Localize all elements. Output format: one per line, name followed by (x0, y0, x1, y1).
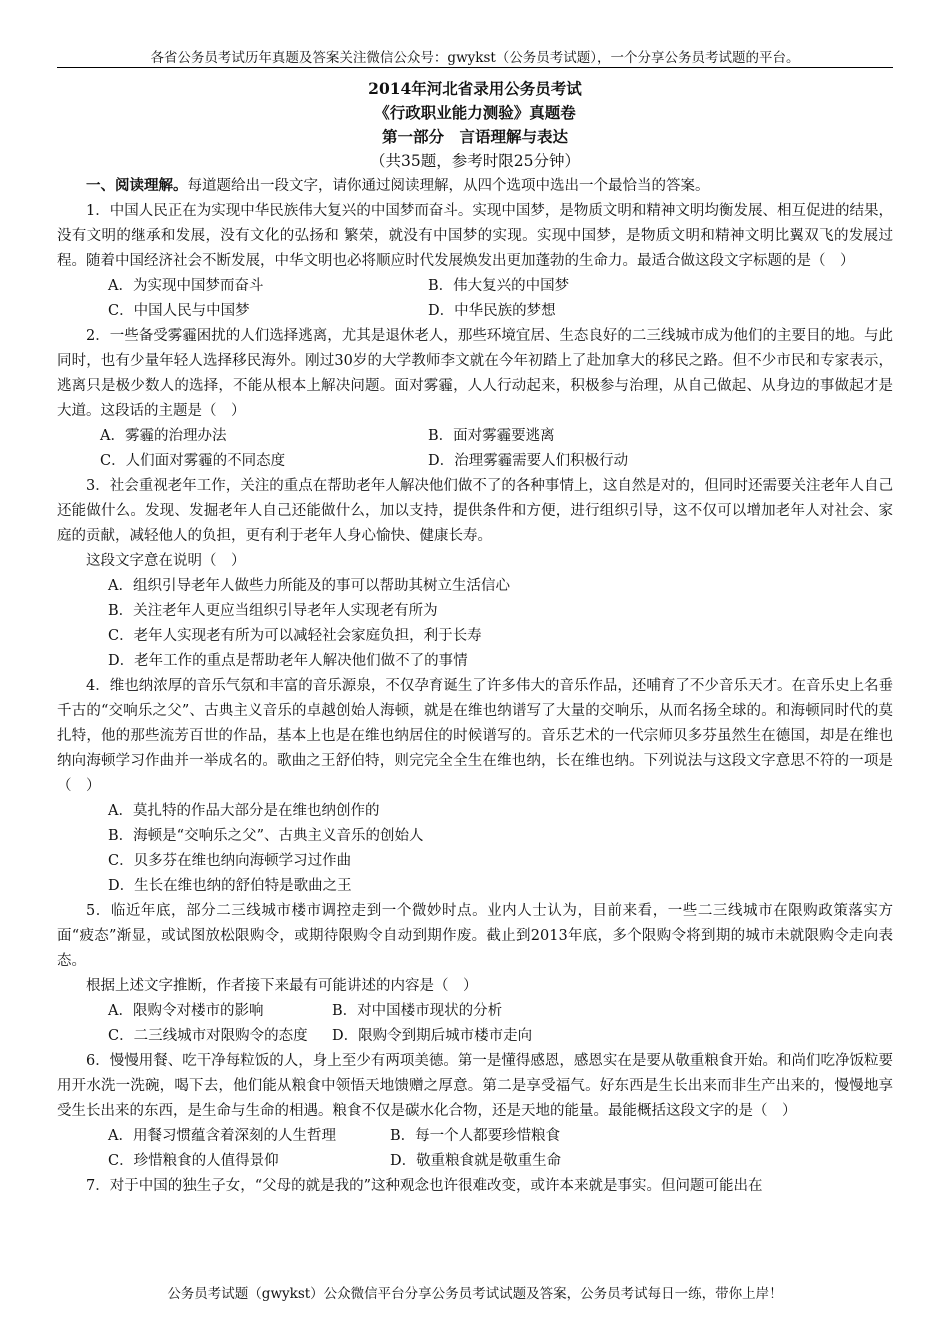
question-3-prompt: 这段文字意在说明（ ） (86, 553, 246, 569)
option-a: A．为实现中国梦而奋斗 (108, 278, 264, 294)
option-b: B．海顿是“交响乐之父”、古典主义音乐的创始人 (108, 828, 424, 844)
option-b: B．对中国楼市现状的分析 (332, 1003, 503, 1019)
option-b: B．关注老年人更应当组织引导老年人实现老有所为 (108, 603, 438, 619)
option-a: A．限购令对楼市的影响 (108, 1003, 264, 1019)
option-a: A．莫扎特的作品大部分是在维也纳创作的 (108, 803, 380, 819)
question-2-options-row2 (57, 449, 893, 474)
exam-title: 2014年河北省录用公务员考试 (368, 79, 582, 98)
question-1-text: 1．中国人民正在为实现中华民族伟大复兴的中国梦而奋斗。实现中国梦，是物质文明和精神文明均衡发展、相互促进的结果，没有文明的继承和发展，没有文化的弘扬和 繁荣，就没有中国梦的实现。实现中国梦，是物质文明和精神文明比翼双飞的发展过程。随着中国经济社会不断发展，中华文明也必将顺应时代发展焕发出更加蓬勃的生命力。最适合做这段文字标题的是（ ） (57, 203, 893, 269)
option-d: D．治理雾霾需要人们积极行动 (428, 453, 629, 469)
option-a: A．组织引导老年人做些力所能及的事可以帮助其树立生活信心 (108, 578, 510, 594)
question-4-text: 4．维也纳浓厚的音乐气氛和丰富的音乐源泉，不仅孕育诞生了许多伟大的音乐作品，还哺育了不少音乐天才。在音乐史上名垂千古的“交响乐之父”、古典主义音乐的卓越创始人海顿，就是在维也纳谱写了大量的交响乐，从而名扬全球的。和海顿同时代的莫扎特，他的那些流芳百世的作品，基本上也是在维也纳居住的时候谱写的。音乐艺术的一代宗师贝多芬虽然生在德国，却是在维也纳向海顿学习作曲并一举成名的。歌曲之王舒伯特，则完完全全生在维也纳，长在维也纳。下列说法与这段文字意思不符的一项是（ ） (57, 678, 893, 794)
option-c: C．中国人民与中国梦 (108, 303, 250, 319)
option-d: D．中华民族的梦想 (428, 303, 556, 319)
option-c: C．贝多芬在维也纳向海顿学习过作曲 (108, 853, 352, 869)
option-c: C．老年人实现老有所为可以减轻社会家庭负担，利于长寿 (108, 628, 482, 644)
option-c: C．二三线城市对限购令的态度 (108, 1028, 308, 1044)
section-instruction: 每道题给出一段文字，请你通过阅读理解，从四个选项中选出一个最恰当的答案。 (187, 178, 710, 194)
question-2-text: 2．一些备受雾霾困扰的人们选择逃离，尤其是退休老人，那些环境宜居、生态良好的二三线城市成为他们的主要目的地。与此同时，也有少量年轻人选择移民海外。刚过30岁的大学教师李文就在今年初踏上了赴加拿大的移民之路。但不少市民和专家表示，逃离只是极少数人的选择，不能从根本上解决问题。面对雾霾，人人行动起来，积极参与治理，从自己做起、从身边的事做起才是大道。这段话的主题是（ ） (57, 328, 893, 419)
question-5-options-row1 (57, 999, 893, 1024)
option-b: B．面对雾霾要逃离 (428, 428, 555, 444)
question-5-options-row2 (57, 1024, 893, 1049)
question-6-options-row2 (57, 1149, 893, 1174)
option-d: D．老年工作的重点是帮助老年人解决他们做不了的事情 (108, 653, 468, 669)
question-5-text: 5．临近年底，部分二三线城市楼市调控走到一个微妙时点。业内人士认为，目前来看，一些二三线城市在限购政策落实方面“疲态”渐显，或试图放松限购令，或期待限购令自动到期作废。截止到2013年底，多个限购令将到期的城市未就限购令走向表态。 (57, 903, 893, 969)
option-d: D．生长在维也纳的舒伯特是歌曲之王 (108, 878, 352, 894)
option-c: C．珍惜粮食的人值得景仰 (108, 1153, 279, 1169)
question-1-options-row2 (57, 299, 893, 324)
option-d: D．敬重粮食就是敬重生命 (390, 1153, 562, 1169)
page-footer: 公务员考试题（gwykst）公众微信平台分享公务员考试试题及答案，公务员考试每日一练，带你上岸！ (167, 1286, 783, 1302)
question-6-options-row1 (57, 1124, 893, 1149)
question-content (57, 173, 893, 1199)
question-1-options-row1 (57, 274, 893, 299)
option-b: B．伟大复兴的中国梦 (428, 278, 570, 294)
section-heading: 一、阅读理解。 (86, 177, 188, 194)
page-header: 各省公务员考试历年真题及答案关注微信公众号：gwykst（公务员考试题），一个分享公务员考试题的平台。 (150, 50, 800, 66)
option-d: D．限购令到期后城市楼市走向 (332, 1028, 533, 1044)
question-7-text: 7．对于中国的独生子女，“父母的就是我的”这种观念也许很难改变，或许本来就是事实。但问题可能出在 (86, 1178, 763, 1194)
question-6-text: 6．慢慢用餐、吃干净每粒饭的人，身上至少有两项美德。第一是懂得感恩，感恩实在是要从敬重粮食开始。和尚们吃净饭粒要用开水洗一洗碗，喝下去，他们能从粮食中领悟天地馈赠之厚意。第二是享受福气。好东西是生长出来而非生产出来的，慢慢地享受生长出来的东西，是生命与生命的相遇。粮食不仅是碳水化合物，还是天地的能量。最能概括这段文字的是（ ） (57, 1053, 893, 1119)
part-title: 第一部分 言语理解与表达 (381, 127, 568, 146)
option-c: C．人们面对雾霾的不同态度 (100, 453, 286, 469)
option-b: B．每一个人都要珍惜粮食 (390, 1128, 561, 1144)
option-a: A．雾霾的治理办法 (100, 428, 227, 444)
option-a: A．用餐习惯蕴含着深刻的人生哲理 (108, 1128, 336, 1144)
question-5-prompt: 根据上述文字推断，作者接下来最有可能讲述的内容是（ ） (86, 978, 478, 994)
question-2-options-row1 (57, 424, 893, 449)
question-3-text: 3．社会重视老年工作，关注的重点在帮助老年人解决他们做不了的各种事情上，这自然是对的，但同时还需要关注老年人自己还能做什么。发现、发掘老年人自己还能做什么，加以支持，提供条件和方便，进行组织引导，这不仅可以增加老年人对社会、家庭的贡献，减轻他人的负担，更有利于老年人身心愉快、健康长寿。 (57, 478, 893, 544)
section-intro (57, 173, 893, 199)
part-note: （共35题，参考时限25分钟） (370, 152, 580, 170)
exam-subtitle: 《行政职业能力测验》真题卷 (374, 103, 576, 122)
header-divider (57, 67, 893, 68)
